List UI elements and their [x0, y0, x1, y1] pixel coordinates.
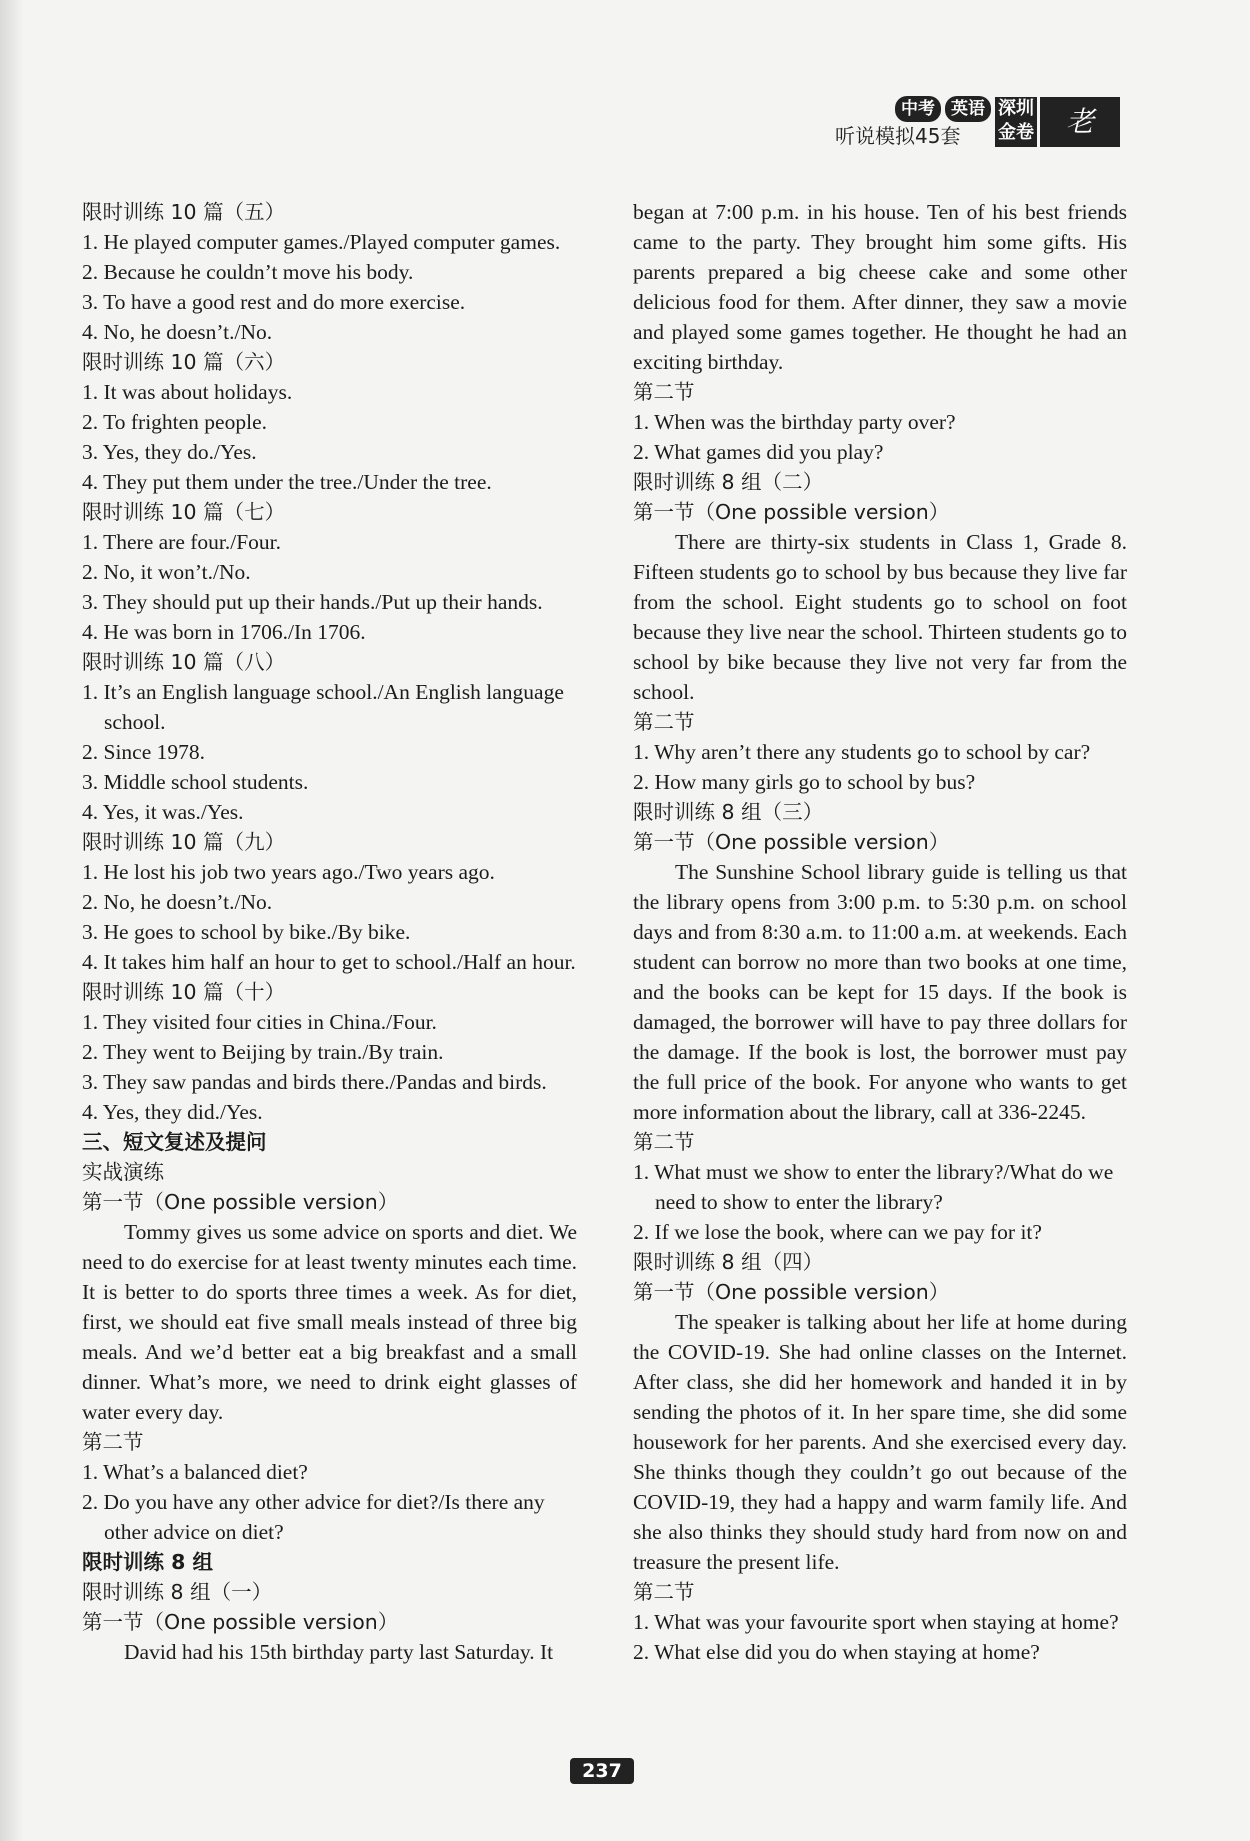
- section-heading: 限时训练 8 组（二）: [633, 470, 824, 494]
- answer-item: 1. He played computer games./Played computer games.: [82, 230, 561, 254]
- answer-item: 1. He lost his job two years ago./Two years ago.: [82, 860, 495, 884]
- section-heading: 实战演练: [82, 1160, 164, 1184]
- logo-brand-top: 深圳: [998, 98, 1034, 119]
- logo-brand-bottom: 金卷: [998, 122, 1034, 143]
- logo-pill-1: 中考: [895, 96, 941, 122]
- section-heading: 第一节（One possible version）: [633, 1280, 950, 1304]
- section-heading: 限时训练 8 组（三）: [633, 800, 824, 824]
- answer-item: 2. If we lose the book, where can we pay for it?: [633, 1220, 1042, 1244]
- answer-item: 2. Do you have any other advice for diet?/Is there any other advice on diet?: [82, 1490, 545, 1544]
- section-heading: 限时训练 10 篇（十）: [82, 980, 286, 1004]
- answer-item: 1. It was about holidays.: [82, 380, 293, 404]
- answer-item: 2. What else did you do when staying at home?: [633, 1640, 1040, 1664]
- section-heading: 限时训练 10 篇（六）: [82, 350, 286, 374]
- section-heading: 限时训练 8 组: [82, 1550, 214, 1574]
- right-column: [633, 197, 1127, 1667]
- answer-item: 1. When was the birthday party over?: [633, 410, 956, 434]
- answer-item: 1. It’s an English language school./An English language school.: [82, 680, 564, 734]
- answer-item: 4. Yes, it was./Yes.: [82, 800, 244, 824]
- answer-item: 1. What was your favourite sport when staying at home?: [633, 1610, 1119, 1634]
- paragraph: David had his 15th birthday party last Saturday. It: [124, 1640, 554, 1664]
- series-logo: [835, 95, 1125, 149]
- paragraph: began at 7:00 p.m. in his house. Ten of his best friends came to the party. They brought him some gifts. His parents prepared a big cheese cake and some other delicious food for them. After dinner, they saw a movie and played some games together. He thought he had an exciting birthday.: [633, 200, 1127, 374]
- answer-item: 2. No, it won’t./No.: [82, 560, 251, 584]
- left-column: [82, 197, 577, 1667]
- answer-item: 3. To have a good rest and do more exercise.: [82, 290, 466, 314]
- section-heading: 第二节: [633, 1580, 695, 1604]
- section-heading: 第二节: [633, 380, 695, 404]
- logo-brand-box: [995, 97, 1037, 147]
- answer-item: 1. They visited four cities in China./Four.: [82, 1010, 437, 1034]
- answer-item: 4. He was born in 1706./In 1706.: [82, 620, 366, 644]
- paragraph: The speaker is talking about her life at home during the COVID-19. She had online classes on the Internet. After class, she did her homework and handed it in by sending the photos of it. In her spare time, she did some housework for her parents. And she exercised every day. She thinks though they couldn’t go out because of the COVID-19, they had a happy and warm family life. And she also thinks they should study hard from now on and treasure the present life.: [633, 1310, 1127, 1574]
- section-heading: 限时训练 10 篇（八）: [82, 650, 286, 674]
- section-heading: 限时训练 8 组（四）: [633, 1250, 824, 1274]
- paragraph: There are thirty-six students in Class 1, Grade 8. Fifteen students go to school by bus because they live far from the school. Eight students go to school on foot because they live near the school. Thirteen students go to school by bike because they live not very far from the school.: [633, 530, 1127, 704]
- answer-item: 1. What’s a balanced diet?: [82, 1460, 308, 1484]
- section-heading: 第一节（One possible version）: [633, 830, 950, 854]
- section-heading: 第二节: [82, 1430, 144, 1454]
- answer-item: 2. What games did you play?: [633, 440, 884, 464]
- paragraph: Tommy gives us some advice on sports and diet. We need to do exercise for at least twenty minutes each time. It is better to do sports three times a week. As for diet, first, we should eat five small meals instead of three big meals. And we’d better eat a big breakfast and a small dinner. What’s more, we need to drink eight glasses of water every day.: [82, 1220, 577, 1424]
- answer-item: 2. To frighten people.: [82, 410, 267, 434]
- section-heading: 第一节（One possible version）: [633, 500, 950, 524]
- answer-item: 4. They put them under the tree./Under the tree.: [82, 470, 492, 494]
- answer-item: 2. Since 1978.: [82, 740, 206, 764]
- answer-item: 3. Middle school students.: [82, 770, 309, 794]
- answer-item: 1. There are four./Four.: [82, 530, 282, 554]
- section-heading: 第二节: [633, 1130, 695, 1154]
- page-number: 237: [570, 1758, 634, 1784]
- page-edge-shadow: [0, 0, 24, 1841]
- answer-item: 3. He goes to school by bike./By bike.: [82, 920, 411, 944]
- section-heading: 限时训练 10 篇（五）: [82, 200, 286, 224]
- answer-item: 3. Yes, they do./Yes.: [82, 440, 257, 464]
- section-heading: 限时训练 10 篇（九）: [82, 830, 286, 854]
- answer-item: 1. Why aren’t there any students go to school by car?: [633, 740, 1091, 764]
- answer-item: 3. They should put up their hands./Put up their hands.: [82, 590, 543, 614]
- answer-item: 4. No, he doesn’t./No.: [82, 320, 273, 344]
- answer-item: 1. What must we show to enter the library?/What do we need to show to enter the library?: [633, 1160, 1114, 1214]
- section-heading: 第一节（One possible version）: [82, 1610, 399, 1634]
- answer-item: 4. Yes, they did./Yes.: [82, 1100, 263, 1124]
- section-heading: 第二节: [633, 710, 695, 734]
- answer-item: 3. They saw pandas and birds there./Pandas and birds.: [82, 1070, 547, 1094]
- logo-series-title: 听说模拟45套: [835, 124, 961, 148]
- answer-item: 2. Because he couldn’t move his body.: [82, 260, 414, 284]
- section-heading: 限时训练 10 篇（七）: [82, 500, 286, 524]
- answer-item: 4. It takes him half an hour to get to school./Half an hour.: [82, 950, 576, 974]
- section-heading: 第一节（One possible version）: [82, 1190, 399, 1214]
- answer-item: 2. They went to Beijing by train./By train.: [82, 1040, 444, 1064]
- paragraph: The Sunshine School library guide is telling us that the library opens from 3:00 p.m. to 5:30 p.m. on school days and from 8:30 a.m. to 11:00 a.m. at weekends. Each student can borrow no more than two books at one time, and the books can be kept for 15 days. If the book is damaged, the borrower will have to pay three dollars for the damage. If the book is lost, the borrower must pay the full price of the book. For anyone who wants to get more information about the library, call at 336-2245.: [633, 860, 1127, 1124]
- answer-item: 2. No, he doesn’t./No.: [82, 890, 273, 914]
- logo-script-mark: 老: [1040, 97, 1120, 147]
- logo-top-row: [895, 95, 995, 121]
- section-heading: 三、短文复述及提问: [82, 1130, 267, 1154]
- section-heading: 限时训练 8 组（一）: [82, 1580, 273, 1604]
- answer-item: 2. How many girls go to school by bus?: [633, 770, 976, 794]
- logo-pill-2: 英语: [945, 96, 991, 122]
